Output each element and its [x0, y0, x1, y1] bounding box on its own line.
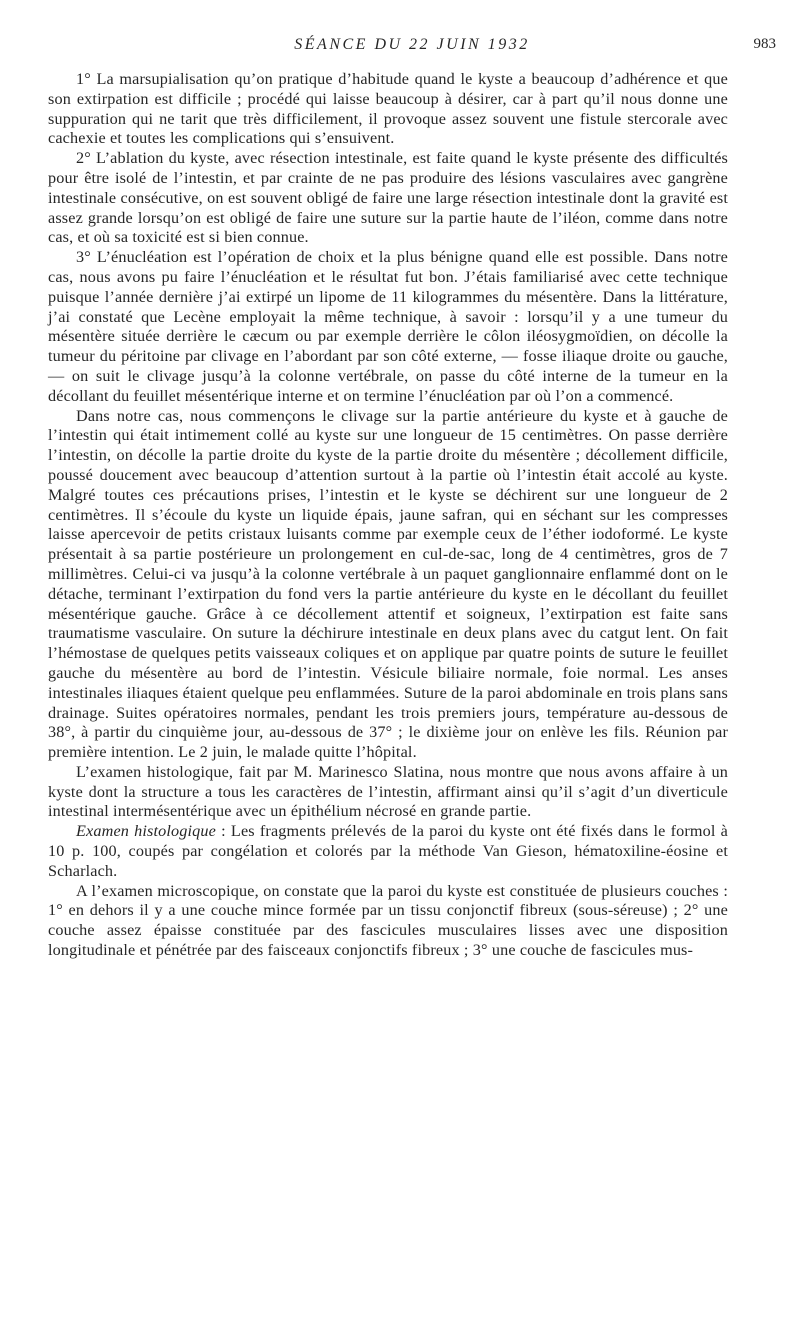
paragraph-ablation: [48, 149, 728, 248]
paragraph-enucleation: [48, 248, 728, 406]
paragraph-text: : Les fragments prélevés de la paroi du kyste ont été fixés dans le formol à 10 p. 100, coupés par congélation et colorés par la méthode Van Gieson, hématoxiline-éosine et Scharlach.: [48, 822, 728, 880]
paragraph-marsupialisation: [48, 70, 728, 149]
running-head: [48, 36, 776, 60]
paragraph-text: A l’examen microscopique, on constate que la paroi du kyste est constituée de plusieurs couches : 1° en dehors il y a une couche mince formée par un tissu conjonctif fibreux (sous-séreuse) ; 2° une couche assez épaisse constituée par des fascicules musculaires lisses avec une disposition longitudinale et pénétrée par des faisceaux conjonctifs fibreux ; 3° une couche de fascicules mus-: [48, 881, 728, 960]
paragraph-text: 2° L’ablation du kyste, avec résection intestinale, est faite quand le kyste présente des difficultés pour être isolé de l’intestin, et par crainte de ne pas produire des lésions vasculaires avec gangrène intestinale consécutive, on est souvent obligé de faire une large résection intestinale dont la gravité est assez grande lorsqu’on est obligé de faire une suture sur la partie haute de l’iléon, comme dans notre cas, et où sa toxicité est si bien connue.: [48, 149, 728, 247]
paragraph-microscopy: [48, 882, 728, 961]
paragraph-histology-method: [48, 822, 728, 881]
running-title: SÉANCE DU 22 JUIN 1932: [294, 36, 530, 53]
paragraph-text: 3° L’énucléation est l’opération de choix et la plus bénigne quand elle est possible. Dans notre cas, nous avons pu faire l’énucléation et le résultat fut bon. J’étais familiarisé avec cette technique puisque l’année dernière j’ai extirpé un lipome de 11 kilogrammes du mésentère. Dans la littérature, j’ai constaté que Lecène employait la même technique, à savoir : lorsqu’il y a une tumeur du mésentère située derrière le cæcum ou par exemple derrière le côlon iléosygmoïdien, on décolle la tumeur du péritoine par clivage en l’abordant par son côté externe, — fosse iliaque droite ou gauche, — on suit le clivage jusqu’à la colonne vertébrale, on passe du côté interne de la tumeur en la décollant du feuillet mésentérique interne et on termine l’énucléation par où l’on a commencé.: [48, 248, 728, 405]
body-text: [48, 70, 728, 961]
paragraph-operation-case: [48, 407, 728, 763]
paragraph-histology-summary: [48, 763, 728, 822]
paragraph-text: 1° La marsupialisation qu’on pratique d’habitude quand le kyste a beaucoup d’adhérence et que son extirpation est difficile ; procédé qui laisse beaucoup à désirer, car à part qu’il nous donne une suppuration qui ne tarit que très difficilement, il provoque assez souvent une fistule stercorale avec cachexie et toutes les complications qui s’ensuivent.: [48, 70, 728, 148]
paragraph-text: L’examen histologique, fait par M. Marinesco Slatina, nous montre que nous avons affaire à un kyste dont la structure a tous les caractères de l’intestin, affirmant ainsi qu’il s’agit d’un diverticule intestinal intermésentérique avec un épithélium nécrosé en grande partie.: [48, 762, 728, 821]
page-number: 983: [753, 36, 776, 52]
paragraph-lead-italic: Examen histologique: [76, 822, 217, 841]
paragraph-text: Dans notre cas, nous commençons le clivage sur la partie antérieure du kyste et à gauche de l’intestin qui était intimement collé au kyste sur une longueur de 15 centimètres. On passe derrière l’intestin, on décolle la partie droite du kyste de la partie droite du mésentère ; décollement difficile, poussé doucement avec beaucoup d’attention surtout à la partie où l’intestin était accolé au kyste. Malgré toutes ces précautions prises, l’intestin et le kyste se déchirent sur une longueur de 2 centimètres. Il s’écoule du kyste un liquide épais, jaune safran, qui en séchant sur les compresses laisse apercevoir de petits cristaux luisants comme par exemple ceux de l’éther iodoformé. Le kyste présentait à sa partie postérieure un prolongement en cul-de-sac, long de 4 centimètres, gros de 7 millimètres. Celui-ci va jusqu’à la colonne vertébrale à un paquet ganglionnaire enflammé dont on le détache, terminant l’extirpation du fond vers la partie antérieure du kyste en le décollant du feuillet mésentérique gauche. Grâce à ce décollement attentif et soigneux, l’extirpation est faite sans traumatisme vasculaire. On suture la déchirure intestinale en deux plans avec du catgut lent. On fait l’hémostase de quelques petits vaisseaux coliques et on applique par quatre points de suture le feuillet gauche du mésentère au bord de l’intestin. Vésicule biliaire normale, foie normal. Les anses intestinales iliaques étaient quelque peu enflammées. Suture de la paroi abdominale en trois plans sans drainage. Suites opératoires normales, pendant les trois premiers jours, température au-dessous de 38°, à partir du cinquième jour, au-dessous de 37° ; le dixième jour on enlève les fils. Réunion par première intention. Le 2 juin, le malade quitte l’hôpital.: [48, 406, 728, 762]
